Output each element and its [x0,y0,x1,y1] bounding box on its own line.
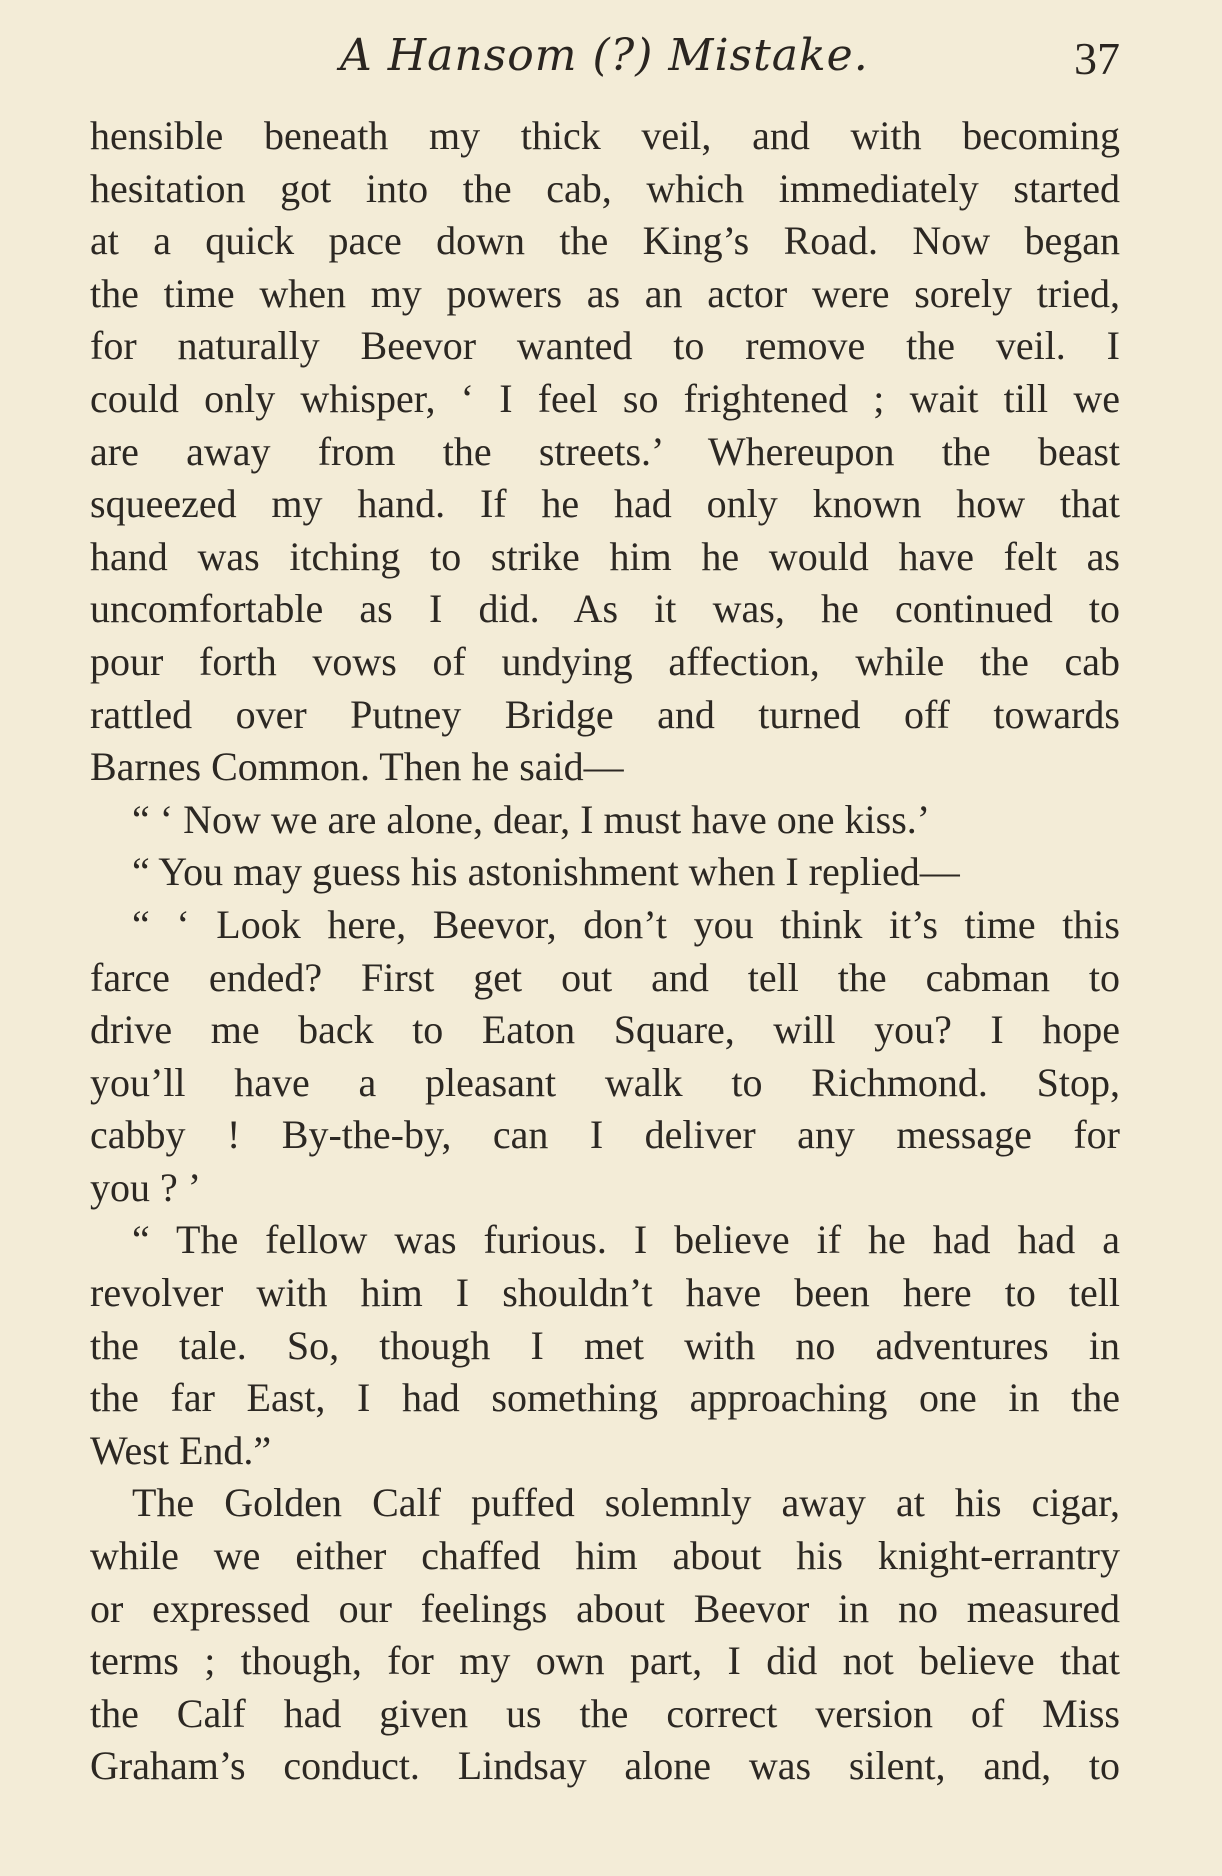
text-line: “ The fellow was furious. I believe if he had had a [132,1217,1120,1263]
text-line: revolver with him I shouldn’t have been here to tell [90,1270,1120,1316]
text-line: hensible beneath my thick veil, and with becoming [90,113,1120,158]
text-line: the time when my powers as an actor were sorely tried, [90,270,1120,316]
text-line: Graham’s conduct. Lindsay alone was silent, and, to [90,1743,1120,1789]
text-line: “ ‘ Look here, Beevor, don’t you think it’s time this [132,901,1120,947]
text-line: Barnes Common. Then he said— [90,744,624,790]
text-line: rattled over Putney Bridge and turned off towards [90,691,1120,737]
text-line: West End.” [90,1427,272,1473]
text-line: you’ll have a pleasant walk to Richmond. Stop, [90,1059,1120,1105]
text-line: for naturally Beevor wanted to remove the veil. I [90,323,1120,369]
text-line: at a quick pace down the King’s Road. Now began [90,218,1120,264]
text-line: drive me back to Eaton Square, will you? I hope [90,1007,1120,1053]
page-number: 37 [1074,33,1120,84]
text-line: terms ; though, for my own part, I did not believe that [90,1638,1120,1684]
text-line: hand was itching to strike him he would have felt as [90,533,1120,579]
text-line: uncomfortable as I did. As it was, he continued to [90,586,1120,632]
text-line: while we either chaffed him about his knight-errantry [90,1533,1120,1579]
text-line: hesitation got into the cab, which immediately started [90,165,1120,211]
text-line: pour forth vows of undying affection, while the cab [90,638,1120,684]
text-line: “ You may guess his astonishment when I replied— [132,849,960,895]
text-line: or expressed our feelings about Beevor in no measured [90,1585,1120,1631]
text-line: are away from the streets.’ Whereupon the beast [90,428,1120,474]
text-line: the Calf had given us the correct version of Miss [90,1690,1120,1736]
text-line: cabby ! By-the-by, can I deliver any message for [90,1112,1120,1158]
text-line: The Golden Calf puffed solemnly away at his cigar, [132,1480,1120,1526]
text-line: you ? ’ [90,1164,202,1210]
text-line: farce ended? First get out and tell the cabman to [90,954,1120,1000]
running-title: A Hansom (?) Mistake. [340,30,869,81]
body-text [90,110,1120,1793]
text-line: the far East, I had something approaching one in the [90,1375,1120,1421]
text-line: could only whisper, ‘ I feel so frightened ; wait till we [90,375,1120,421]
text-line: squeezed my hand. If he had only known how that [90,481,1120,527]
running-head [90,30,1120,100]
text-line: “ ‘ Now we are alone, dear, I must have one kiss.’ [132,796,931,842]
text-line: the tale. So, though I met with no adventures in [90,1322,1120,1368]
